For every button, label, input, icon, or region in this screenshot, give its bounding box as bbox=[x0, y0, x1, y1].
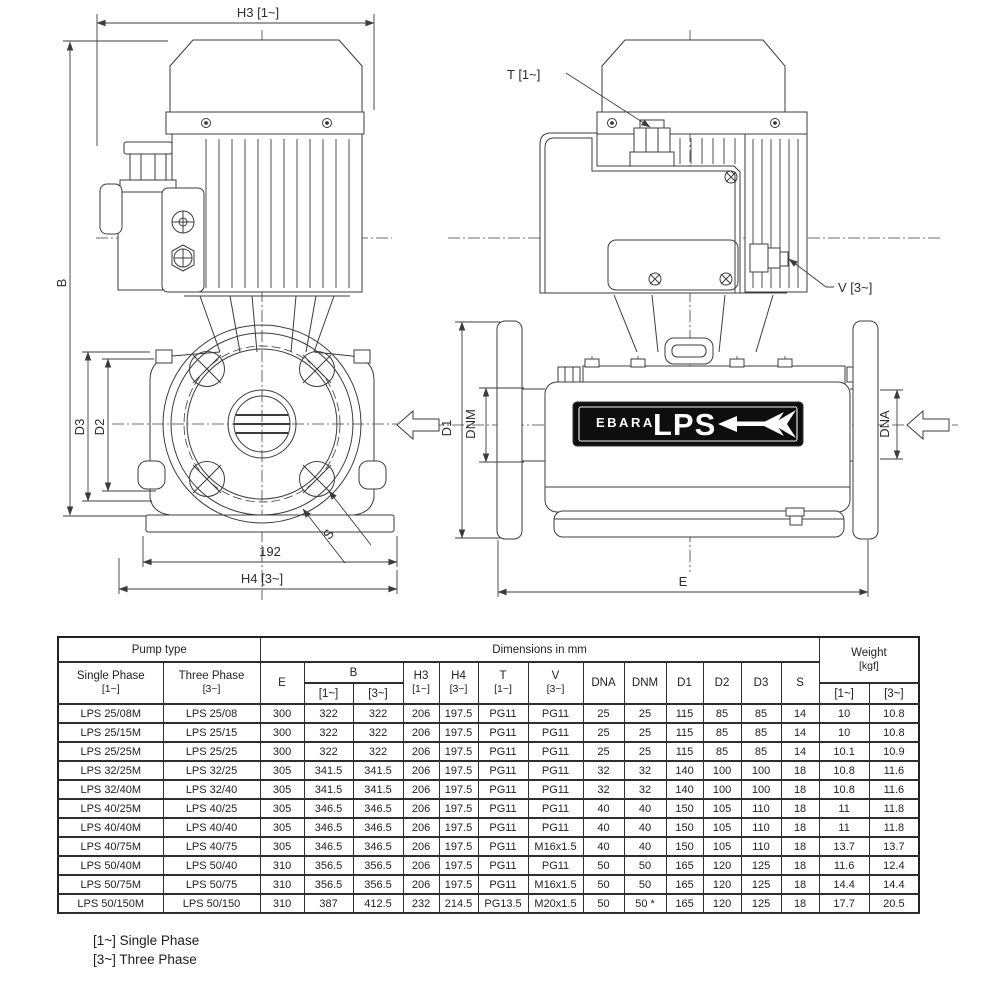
cell: 18 bbox=[781, 837, 819, 856]
cell: PG11 bbox=[478, 818, 528, 837]
header-w-sub1: [1~] bbox=[819, 683, 869, 704]
cell: 32 bbox=[583, 761, 624, 780]
cell: LPS 25/08M bbox=[58, 704, 163, 723]
footnote-three-phase: [3~] Three Phase bbox=[93, 952, 197, 967]
cell: 346.5 bbox=[353, 818, 403, 837]
cell: 115 bbox=[666, 704, 703, 723]
sub3-label: [3~] bbox=[202, 683, 221, 695]
cell: LPS 25/15 bbox=[163, 723, 260, 742]
cell: LPS 40/75M bbox=[58, 837, 163, 856]
cell: 18 bbox=[781, 761, 819, 780]
cell: 356.5 bbox=[353, 856, 403, 875]
table-row bbox=[58, 799, 919, 818]
cell: 206 bbox=[403, 761, 439, 780]
cell: 356.5 bbox=[353, 875, 403, 894]
cell: 346.5 bbox=[353, 799, 403, 818]
cell: 310 bbox=[260, 875, 304, 894]
cell: 120 bbox=[703, 894, 741, 913]
h4-label: H4 bbox=[451, 670, 466, 682]
cell: 346.5 bbox=[353, 837, 403, 856]
hex-plug-icon bbox=[172, 245, 194, 271]
cell: 14 bbox=[781, 704, 819, 723]
cell: 356.5 bbox=[304, 856, 353, 875]
cell: 85 bbox=[703, 704, 741, 723]
label-v: V [3~] bbox=[838, 280, 873, 295]
cell: 50 bbox=[583, 894, 624, 913]
table-row bbox=[58, 818, 919, 837]
cell: 85 bbox=[741, 723, 781, 742]
cell: 206 bbox=[403, 742, 439, 761]
cell: PG11 bbox=[478, 875, 528, 894]
cell: 18 bbox=[781, 875, 819, 894]
pump-body-side bbox=[545, 359, 869, 537]
cell: 305 bbox=[260, 837, 304, 856]
cell: LPS 50/150 bbox=[163, 894, 260, 913]
cell: 85 bbox=[741, 704, 781, 723]
header-t bbox=[478, 662, 528, 704]
cell: LPS 40/25M bbox=[58, 799, 163, 818]
cell: 214.5 bbox=[439, 894, 478, 913]
front-view-drawing bbox=[54, 5, 410, 600]
cell: 110 bbox=[741, 837, 781, 856]
cell: PG11 bbox=[528, 761, 583, 780]
cell: PG11 bbox=[478, 742, 528, 761]
table-row bbox=[58, 704, 919, 723]
cell: 322 bbox=[353, 742, 403, 761]
cell: 14 bbox=[781, 723, 819, 742]
header-b-sub1: [1~] bbox=[304, 683, 353, 704]
cell: 32 bbox=[624, 780, 666, 799]
cell: M20x1.5 bbox=[528, 894, 583, 913]
cell: 18 bbox=[781, 799, 819, 818]
cell: PG11 bbox=[478, 799, 528, 818]
cell: PG11 bbox=[478, 856, 528, 875]
cell: LPS 25/08 bbox=[163, 704, 260, 723]
cell: 32 bbox=[624, 761, 666, 780]
cell: 25 bbox=[583, 704, 624, 723]
cell: 125 bbox=[741, 856, 781, 875]
dim-label-e: E bbox=[678, 574, 688, 589]
cell: 300 bbox=[260, 704, 304, 723]
cell: 115 bbox=[666, 742, 703, 761]
header-d2: D2 bbox=[703, 662, 741, 704]
cell: LPS 40/40 bbox=[163, 818, 260, 837]
cell: 25 bbox=[583, 742, 624, 761]
sub3-label: [3~] bbox=[546, 683, 565, 695]
cell: M16x1.5 bbox=[528, 837, 583, 856]
cell: LPS 32/40 bbox=[163, 780, 260, 799]
weight-label: Weight bbox=[851, 647, 887, 659]
cell: 150 bbox=[666, 818, 703, 837]
cell: 10.9 bbox=[869, 742, 919, 761]
brand-text: EBARA bbox=[596, 415, 655, 430]
table-row bbox=[58, 894, 919, 913]
cell: 165 bbox=[666, 856, 703, 875]
dim-label-h3: H3 [1~] bbox=[236, 5, 280, 20]
motor-fan-cover-side bbox=[597, 40, 807, 134]
cell: 40 bbox=[624, 837, 666, 856]
cell: PG11 bbox=[528, 780, 583, 799]
table-row bbox=[58, 723, 919, 742]
bolt-hole bbox=[190, 462, 225, 497]
h3-label: H3 bbox=[413, 670, 429, 682]
footnotes bbox=[93, 931, 199, 969]
cell: LPS 50/75 bbox=[163, 875, 260, 894]
cell: 20.5 bbox=[869, 894, 919, 913]
cell: 232 bbox=[403, 894, 439, 913]
cell: 305 bbox=[260, 761, 304, 780]
cell: 50 bbox=[583, 856, 624, 875]
cell: 206 bbox=[403, 856, 439, 875]
cell: LPS 40/25 bbox=[163, 799, 260, 818]
dim-label-d3: D3 bbox=[72, 418, 87, 436]
cell: 11.6 bbox=[869, 780, 919, 799]
table-row bbox=[58, 742, 919, 761]
cell: LPS 32/40M bbox=[58, 780, 163, 799]
cell: 341.5 bbox=[304, 761, 353, 780]
cell: 11.8 bbox=[869, 818, 919, 837]
sub1-label: [1~] bbox=[101, 683, 120, 695]
cell: 100 bbox=[703, 780, 741, 799]
footnote-single-phase: [1~] Single Phase bbox=[93, 933, 200, 948]
cell: LPS 50/40M bbox=[58, 856, 163, 875]
table-row bbox=[58, 856, 919, 875]
cell: 14.4 bbox=[819, 875, 869, 894]
t-label: T bbox=[499, 670, 507, 682]
cell: 40 bbox=[583, 837, 624, 856]
dimensions-table bbox=[57, 636, 920, 914]
cell: LPS 25/25M bbox=[58, 742, 163, 761]
header-e: E bbox=[260, 662, 304, 704]
header-b: B bbox=[304, 662, 403, 683]
ebara-lps-badge bbox=[573, 402, 803, 446]
cell: 50 * bbox=[624, 894, 666, 913]
cell: 206 bbox=[403, 704, 439, 723]
kgf-label: [kgf] bbox=[858, 660, 879, 672]
cell: 197.5 bbox=[439, 723, 478, 742]
cell: PG11 bbox=[528, 723, 583, 742]
cell: 115 bbox=[666, 723, 703, 742]
cell: 322 bbox=[304, 723, 353, 742]
lantern-bracket-side bbox=[600, 293, 787, 364]
table-row bbox=[58, 875, 919, 894]
cell: 100 bbox=[741, 780, 781, 799]
header-d1: D1 bbox=[666, 662, 703, 704]
cell: 40 bbox=[624, 799, 666, 818]
cell: PG13.5 bbox=[478, 894, 528, 913]
cell: 197.5 bbox=[439, 799, 478, 818]
cell: 197.5 bbox=[439, 761, 478, 780]
cell: 85 bbox=[741, 742, 781, 761]
cell: 305 bbox=[260, 799, 304, 818]
cell: 197.5 bbox=[439, 742, 478, 761]
cell: LPS 32/25M bbox=[58, 761, 163, 780]
header-dnm: DNM bbox=[624, 662, 666, 704]
cell: 10 bbox=[819, 723, 869, 742]
cell: PG11 bbox=[528, 799, 583, 818]
cell: 40 bbox=[583, 799, 624, 818]
cell: 197.5 bbox=[439, 818, 478, 837]
side-view-drawing bbox=[397, 30, 958, 597]
cell: 346.5 bbox=[304, 837, 353, 856]
cell: 11.6 bbox=[869, 761, 919, 780]
cell: PG11 bbox=[528, 856, 583, 875]
cell: 120 bbox=[703, 875, 741, 894]
cell: 10 bbox=[819, 704, 869, 723]
cell: PG11 bbox=[478, 704, 528, 723]
cell: 110 bbox=[741, 799, 781, 818]
cell: 120 bbox=[703, 856, 741, 875]
header-w-sub3: [3~] bbox=[869, 683, 919, 704]
cell: 341.5 bbox=[353, 780, 403, 799]
cell: 197.5 bbox=[439, 780, 478, 799]
dim-label-dna: DNA bbox=[877, 410, 892, 438]
dim-label-dnm: DNM bbox=[463, 409, 478, 439]
header-single-phase bbox=[58, 662, 163, 704]
cell: 197.5 bbox=[439, 875, 478, 894]
cell: 150 bbox=[666, 837, 703, 856]
cell: 10.1 bbox=[819, 742, 869, 761]
cell: 322 bbox=[304, 742, 353, 761]
cell: 300 bbox=[260, 742, 304, 761]
cell: 18 bbox=[781, 856, 819, 875]
sub1-label: [1~] bbox=[412, 683, 430, 695]
cell: 341.5 bbox=[304, 780, 353, 799]
cell: 206 bbox=[403, 837, 439, 856]
cell: 11 bbox=[819, 799, 869, 818]
cell: 206 bbox=[403, 780, 439, 799]
cell: 85 bbox=[703, 742, 741, 761]
cell: LPS 25/25 bbox=[163, 742, 260, 761]
cell: 300 bbox=[260, 723, 304, 742]
cell: PG11 bbox=[478, 780, 528, 799]
header-dimensions: Dimensions in mm bbox=[260, 637, 819, 662]
cell: 105 bbox=[703, 837, 741, 856]
sub3-label: [3~] bbox=[449, 683, 468, 695]
header-b-sub3: [3~] bbox=[353, 683, 403, 704]
cell: LPS 50/150M bbox=[58, 894, 163, 913]
cell: LPS 50/75M bbox=[58, 875, 163, 894]
single-phase-label: Single Phase bbox=[76, 670, 145, 682]
three-phase-label: Three Phase bbox=[178, 670, 245, 682]
cell: 310 bbox=[260, 856, 304, 875]
cell: 13.7 bbox=[819, 837, 869, 856]
cell: 110 bbox=[741, 818, 781, 837]
label-t: T [1~] bbox=[507, 67, 541, 82]
cell: 25 bbox=[624, 723, 666, 742]
flow-arrow-icon bbox=[397, 411, 439, 439]
cell: 322 bbox=[304, 704, 353, 723]
cell: 197.5 bbox=[439, 837, 478, 856]
cell: 322 bbox=[353, 723, 403, 742]
header-d3: D3 bbox=[741, 662, 781, 704]
dim-label-h4: H4 [3~] bbox=[240, 571, 284, 586]
header-pump-type: Pump type bbox=[58, 637, 260, 662]
cell: PG11 bbox=[528, 818, 583, 837]
cell: 412.5 bbox=[353, 894, 403, 913]
table-row bbox=[58, 761, 919, 780]
cell: 25 bbox=[583, 723, 624, 742]
cell: PG11 bbox=[528, 742, 583, 761]
cell: 100 bbox=[741, 761, 781, 780]
table-row bbox=[58, 780, 919, 799]
cell: 140 bbox=[666, 780, 703, 799]
cell: 305 bbox=[260, 818, 304, 837]
bolt-hole bbox=[190, 352, 225, 387]
cell: 17.7 bbox=[819, 894, 869, 913]
cell: 387 bbox=[304, 894, 353, 913]
cell: 11.6 bbox=[819, 856, 869, 875]
cell: LPS 40/75 bbox=[163, 837, 260, 856]
cell: 197.5 bbox=[439, 856, 478, 875]
cell: 25 bbox=[624, 742, 666, 761]
cell: LPS 32/25 bbox=[163, 761, 260, 780]
cell: 25 bbox=[624, 704, 666, 723]
cell: 105 bbox=[703, 818, 741, 837]
cell: 12.4 bbox=[869, 856, 919, 875]
header-v bbox=[528, 662, 583, 704]
cell: 322 bbox=[353, 704, 403, 723]
cell: 18 bbox=[781, 818, 819, 837]
v-label: V bbox=[551, 670, 560, 682]
cell: 40 bbox=[583, 818, 624, 837]
cell: 50 bbox=[624, 856, 666, 875]
cell: 10.8 bbox=[819, 761, 869, 780]
cell: 206 bbox=[403, 799, 439, 818]
header-dna: DNA bbox=[583, 662, 624, 704]
cell: 10.8 bbox=[869, 723, 919, 742]
cell: LPS 25/15M bbox=[58, 723, 163, 742]
cell: 140 bbox=[666, 761, 703, 780]
cell: LPS 50/40 bbox=[163, 856, 260, 875]
cell: 10.8 bbox=[869, 704, 919, 723]
bolt-hole bbox=[300, 352, 335, 387]
cell: 305 bbox=[260, 780, 304, 799]
cell: 10.8 bbox=[819, 780, 869, 799]
cell: 13.7 bbox=[869, 837, 919, 856]
cell: 206 bbox=[403, 723, 439, 742]
cell: PG11 bbox=[478, 761, 528, 780]
table-body bbox=[58, 704, 919, 913]
flow-arrow-icon bbox=[907, 411, 949, 439]
header-three-phase bbox=[163, 662, 260, 704]
cell: 18 bbox=[781, 894, 819, 913]
motor-fan-cover bbox=[166, 40, 364, 134]
cell: 346.5 bbox=[304, 799, 353, 818]
cell: 150 bbox=[666, 799, 703, 818]
pump-casing-front bbox=[146, 350, 394, 532]
cell: LPS 40/40M bbox=[58, 818, 163, 837]
model-text: LPS bbox=[653, 407, 717, 442]
cell: 206 bbox=[403, 818, 439, 837]
cell: 14.4 bbox=[869, 875, 919, 894]
dim-label-d2: D2 bbox=[92, 418, 107, 436]
cell: 14 bbox=[781, 742, 819, 761]
cell: PG11 bbox=[478, 837, 528, 856]
cell: 341.5 bbox=[353, 761, 403, 780]
cell: 356.5 bbox=[304, 875, 353, 894]
dim-label-192: 192 bbox=[259, 544, 281, 559]
cell: 165 bbox=[666, 894, 703, 913]
cell: 40 bbox=[624, 818, 666, 837]
header-weight bbox=[819, 637, 919, 683]
cell: 125 bbox=[741, 875, 781, 894]
header-h3 bbox=[403, 662, 439, 704]
cell: 32 bbox=[583, 780, 624, 799]
cell: 50 bbox=[624, 875, 666, 894]
header-s: S bbox=[781, 662, 819, 704]
cell: 85 bbox=[703, 723, 741, 742]
cell: PG11 bbox=[478, 723, 528, 742]
cell: 11.8 bbox=[869, 799, 919, 818]
cell: 346.5 bbox=[304, 818, 353, 837]
cell: M16x1.5 bbox=[528, 875, 583, 894]
dim-label-b: B bbox=[54, 278, 69, 288]
terminal-box-side bbox=[540, 120, 740, 293]
cell: 125 bbox=[741, 894, 781, 913]
cell: 50 bbox=[583, 875, 624, 894]
table-row bbox=[58, 837, 919, 856]
cell: PG11 bbox=[528, 704, 583, 723]
dim-label-d1: D1 bbox=[439, 419, 454, 437]
cell: 165 bbox=[666, 875, 703, 894]
cell: 100 bbox=[703, 761, 741, 780]
cell: 310 bbox=[260, 894, 304, 913]
dim-label-s: S bbox=[319, 526, 338, 543]
cell: 206 bbox=[403, 875, 439, 894]
screw-icon bbox=[172, 211, 194, 233]
cell: 105 bbox=[703, 799, 741, 818]
cell: 18 bbox=[781, 780, 819, 799]
header-h4 bbox=[439, 662, 478, 704]
cell: 197.5 bbox=[439, 704, 478, 723]
sub1-label: [1~] bbox=[494, 683, 512, 695]
cell: 11 bbox=[819, 818, 869, 837]
